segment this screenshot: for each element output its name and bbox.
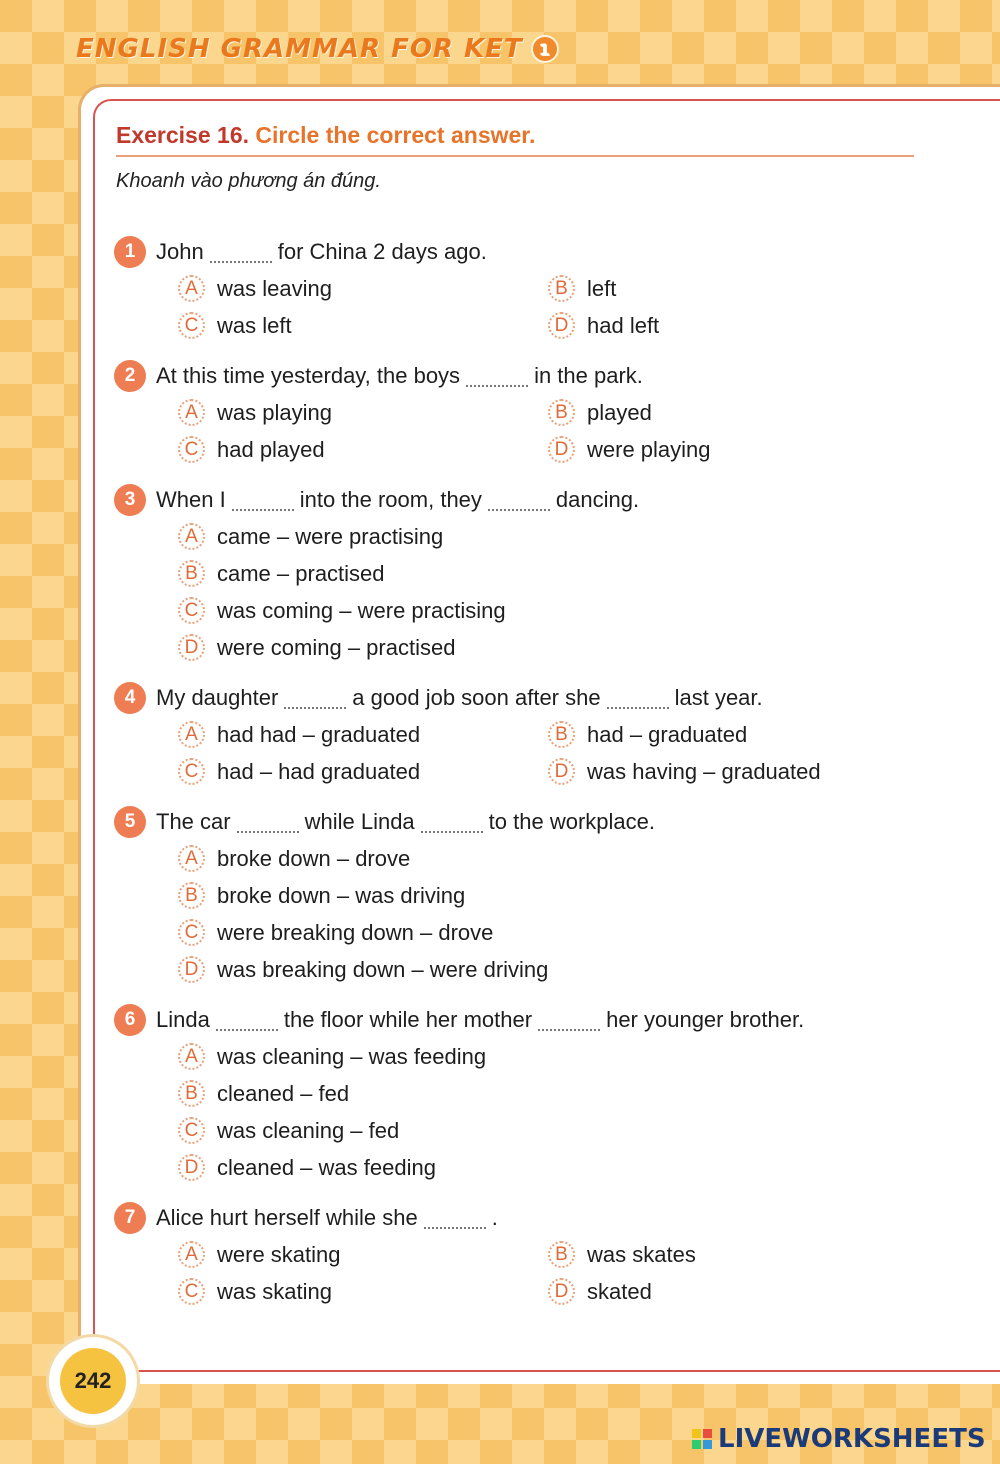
option-c[interactable]: [178, 914, 934, 951]
option-b[interactable]: [548, 270, 918, 307]
question-7: [114, 1200, 934, 1310]
question-number-badge: 7: [114, 1202, 146, 1234]
options-list: [178, 1236, 934, 1310]
option-letter-c[interactable]: C: [178, 312, 205, 339]
stem-text: At this time yesterday, the boys: [156, 363, 461, 388]
exercise-header: [116, 122, 914, 157]
question-number-badge: 3: [114, 484, 146, 516]
option-letter-c[interactable]: C: [178, 919, 205, 946]
option-b[interactable]: [178, 877, 934, 914]
answer-blank[interactable]: [232, 489, 294, 511]
stem-text: John: [156, 239, 204, 264]
option-text: was leaving: [217, 275, 332, 301]
option-text: was breaking down – were driving: [217, 956, 549, 982]
stem-text: into the room, they: [299, 487, 482, 512]
stem-text: to the workplace.: [488, 809, 655, 834]
option-d[interactable]: [548, 431, 918, 468]
question-number-badge: 6: [114, 1004, 146, 1036]
option-d[interactable]: [178, 1149, 934, 1186]
option-text: cleaned – fed: [217, 1080, 350, 1106]
answer-blank[interactable]: [466, 365, 528, 387]
answer-blank[interactable]: [421, 811, 483, 833]
option-b[interactable]: [178, 555, 934, 592]
answer-blank[interactable]: [284, 687, 346, 709]
option-text: had left: [587, 312, 660, 338]
option-letter-c[interactable]: C: [178, 597, 205, 624]
stem-text: for China 2 days ago.: [277, 239, 487, 264]
option-text: had – graduated: [587, 721, 748, 747]
stem-text: When I: [156, 487, 226, 512]
option-letter-b[interactable]: B: [178, 1080, 205, 1107]
answer-blank[interactable]: [216, 1009, 278, 1031]
options-list: [178, 394, 934, 468]
option-letter-a[interactable]: A: [178, 275, 205, 302]
option-text: had played: [217, 436, 325, 462]
option-letter-c[interactable]: C: [178, 436, 205, 463]
option-letter-d[interactable]: D: [548, 436, 575, 463]
option-d[interactable]: [548, 753, 918, 790]
option-b[interactable]: [548, 1236, 918, 1273]
option-b[interactable]: [548, 394, 918, 431]
page-number-badge: [46, 1334, 140, 1428]
option-text: were breaking down – drove: [217, 919, 494, 945]
question-stem: [114, 1002, 934, 1038]
option-text: had had – graduated: [217, 721, 421, 747]
options-list: [178, 1038, 934, 1186]
option-letter-b[interactable]: B: [548, 399, 575, 426]
question-number-badge: 1: [114, 236, 146, 268]
option-text: was coming – were practising: [217, 597, 506, 623]
question-3: [114, 482, 934, 666]
option-text: played: [587, 399, 652, 425]
option-a[interactable]: [178, 1236, 548, 1273]
option-text: was left: [217, 312, 292, 338]
watermark-text: LIVEWORKSHEETS: [718, 1424, 986, 1454]
option-text: came – practised: [217, 560, 385, 586]
question-stem: [114, 482, 934, 518]
option-d[interactable]: [548, 307, 918, 344]
option-text: had – had graduated: [217, 758, 421, 784]
option-letter-a[interactable]: A: [178, 523, 205, 550]
option-b[interactable]: [548, 716, 918, 753]
option-letter-b[interactable]: B: [178, 882, 205, 909]
exercise-number: Exercise 16.: [116, 122, 250, 148]
option-c[interactable]: [178, 431, 548, 468]
option-text: left: [587, 275, 617, 301]
question-5: [114, 804, 934, 988]
question-6: [114, 1002, 934, 1186]
options-list: [178, 270, 934, 344]
answer-blank[interactable]: [488, 489, 550, 511]
option-text: was playing: [217, 399, 332, 425]
stem-text: her younger brother.: [606, 1007, 805, 1032]
option-text: were coming – practised: [217, 634, 456, 660]
option-letter-d[interactable]: D: [548, 312, 575, 339]
stem-text: My daughter: [156, 685, 279, 710]
liveworksheets-watermark[interactable]: [692, 1424, 986, 1454]
stem-text: Alice hurt herself while she: [156, 1205, 418, 1230]
question-number-badge: 4: [114, 682, 146, 714]
option-a[interactable]: [178, 394, 548, 431]
option-text: was having – graduated: [587, 758, 821, 784]
answer-blank[interactable]: [424, 1207, 486, 1229]
option-text: came – were practising: [217, 523, 444, 549]
option-d[interactable]: [178, 629, 934, 666]
option-letter-c[interactable]: C: [178, 1278, 205, 1305]
stem-text: The car: [156, 809, 231, 834]
stem-text: the floor while her mother: [283, 1007, 533, 1032]
book-title-text: ENGLISH GRAMMAR FOR KET: [76, 34, 523, 64]
option-letter-a[interactable]: A: [178, 399, 205, 426]
option-c[interactable]: [178, 1273, 548, 1310]
question-1: [114, 234, 934, 344]
option-text: was skating: [217, 1278, 332, 1304]
page-number: 242: [60, 1348, 126, 1414]
option-text: broke down – was driving: [217, 882, 466, 908]
question-stem: [114, 804, 934, 840]
option-c[interactable]: [178, 1112, 934, 1149]
option-a[interactable]: [178, 716, 548, 753]
exercise-subtitle: Khoanh vào phương án đúng.: [116, 170, 381, 192]
option-letter-d[interactable]: D: [178, 1154, 205, 1181]
option-d[interactable]: [178, 951, 934, 988]
option-letter-b[interactable]: B: [178, 560, 205, 587]
question-list: [114, 234, 934, 1324]
question-4: [114, 680, 934, 790]
option-a[interactable]: [178, 518, 934, 555]
option-b[interactable]: [178, 1075, 934, 1112]
stem-text: .: [491, 1205, 498, 1230]
option-letter-c[interactable]: C: [178, 758, 205, 785]
option-a[interactable]: [178, 840, 934, 877]
answer-blank[interactable]: [607, 687, 669, 709]
exercise-instruction: Circle the correct answer.: [255, 122, 536, 148]
option-text: was cleaning – was feeding: [217, 1043, 487, 1069]
question-number-badge: 5: [114, 806, 146, 838]
answer-blank[interactable]: [538, 1009, 600, 1031]
option-letter-b[interactable]: B: [548, 1241, 575, 1268]
book-level-badge: 1: [531, 35, 559, 63]
option-a[interactable]: [178, 270, 548, 307]
option-letter-c[interactable]: C: [178, 1117, 205, 1144]
question-stem: [114, 234, 934, 270]
option-text: skated: [587, 1278, 652, 1304]
option-c[interactable]: [178, 753, 548, 790]
option-letter-d[interactable]: D: [178, 634, 205, 661]
options-list: [178, 840, 934, 988]
option-text: were playing: [587, 436, 711, 462]
question-2: [114, 358, 934, 468]
book-title: [76, 34, 559, 64]
options-list: [178, 518, 934, 666]
option-c[interactable]: [178, 307, 548, 344]
option-letter-a[interactable]: A: [178, 1241, 205, 1268]
stem-text: a good job soon after she: [352, 685, 601, 710]
option-letter-a[interactable]: A: [178, 1043, 205, 1070]
question-stem: [114, 358, 934, 394]
option-a[interactable]: [178, 1038, 934, 1075]
option-letter-a[interactable]: A: [178, 845, 205, 872]
option-letter-d[interactable]: D: [178, 956, 205, 983]
question-stem: [114, 1200, 934, 1236]
answer-blank[interactable]: [237, 811, 299, 833]
option-letter-d[interactable]: D: [548, 758, 575, 785]
options-list: [178, 716, 934, 790]
stem-text: Linda: [156, 1007, 210, 1032]
option-letter-b[interactable]: B: [548, 275, 575, 302]
stem-text: last year.: [674, 685, 763, 710]
option-text: cleaned – was feeding: [217, 1154, 436, 1180]
stem-text: while Linda: [304, 809, 415, 834]
question-stem: [114, 680, 934, 716]
answer-blank[interactable]: [210, 241, 272, 263]
option-c[interactable]: [178, 592, 934, 629]
option-letter-d[interactable]: D: [548, 1278, 575, 1305]
option-letter-a[interactable]: A: [178, 721, 205, 748]
option-text: broke down – drove: [217, 845, 411, 871]
option-d[interactable]: [548, 1273, 918, 1310]
question-number-badge: 2: [114, 360, 146, 392]
option-text: was skates: [587, 1241, 696, 1267]
option-text: was cleaning – fed: [217, 1117, 400, 1143]
option-text: were skating: [217, 1241, 341, 1267]
liveworksheets-logo-icon: [692, 1429, 712, 1449]
stem-text: dancing.: [555, 487, 640, 512]
option-letter-b[interactable]: B: [548, 721, 575, 748]
stem-text: in the park.: [534, 363, 643, 388]
